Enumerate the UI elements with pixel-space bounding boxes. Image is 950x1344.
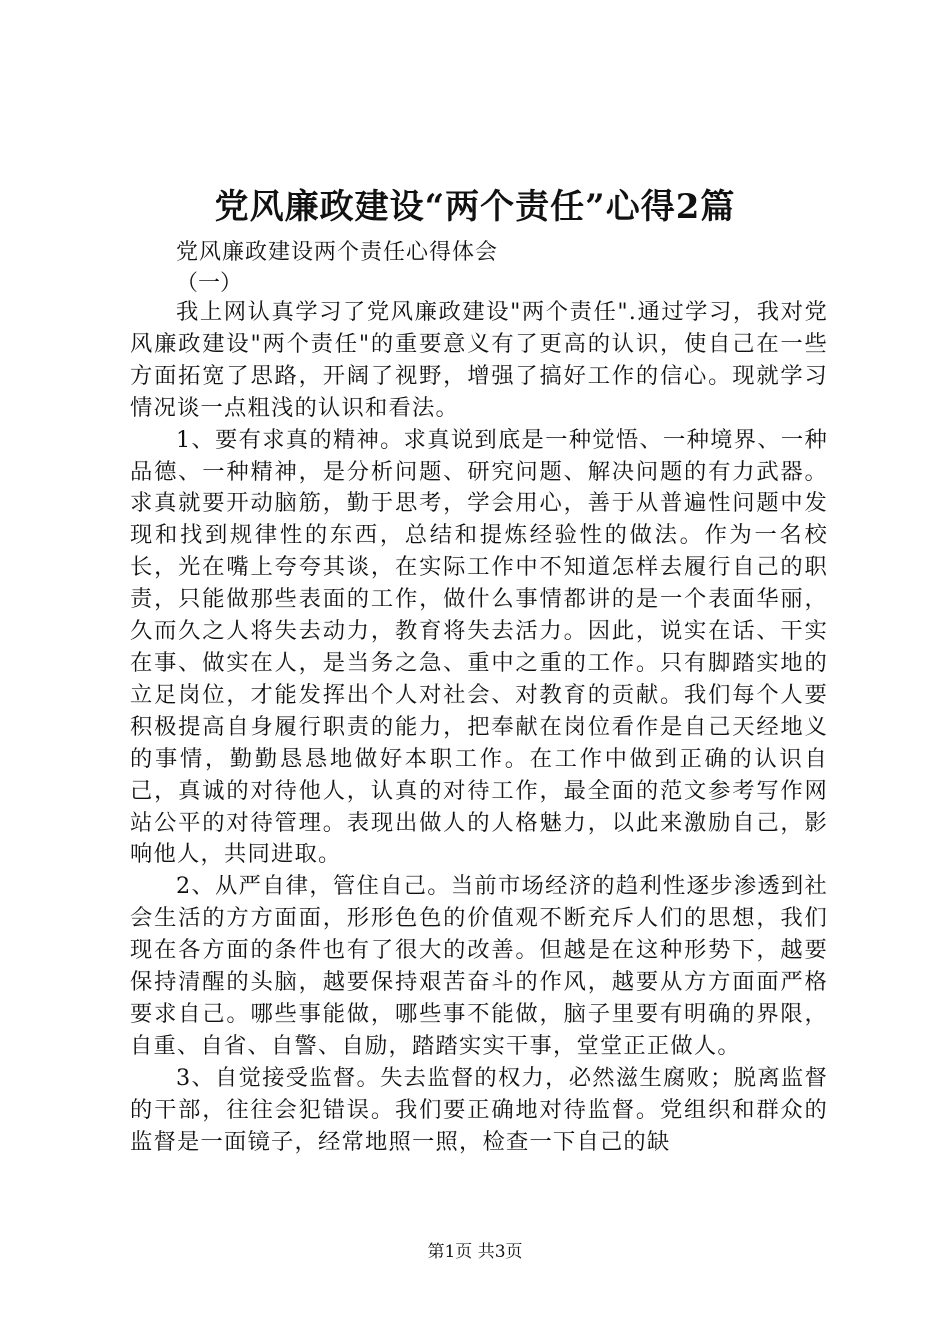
paragraph-intro: 我上网认真学习了党风廉政建设"两个责任".通过学习，我对党风廉政建设"两个责任"的重要意义有了更高的认识，使自己在一些方面拓宽了思路，开阔了视野，增强了搞好工作的信心。现就学习情况谈一点粗浅的认识和看法。 xyxy=(130,299,828,421)
paragraph-point-1: 1、要有求真的精神。求真说到底是一种觉悟、一种境界、一种品德、一种精神，是分析问题、研究问题、解决问题的有力武器。求真就要开动脑筋，勤于思考，学会用心，善于从普遍性问题中发现和找到规律性的东西，总结和提炼经验性的做法。作为一名校长，光在嘴上夸夸其谈，在实际工作中不知道怎样去履行自己的职责，只能做那些表面的工作，做什么事情都讲的是一个表面华丽，久而久之人将失去动力，教育将失去活力。因此，说实在话、干实在事、做实在人，是当务之急、重中之重的工作。只有脚踏实地的立足岗位，才能发挥出个人对社会、对教育的贡献。我们每个人要积极提高自身履行职责的能力，把奉献在岗位看作是自己天经地义的事情，勤勤恳恳地做好本职工作。在工作中做到正确的认识自己，真诚的对待他人，认真的对待工作，最全面的范文参考写作网站公平的对待管理。表现出做人的人格魅力，以此来激励自己，影响他人，共同进取。 xyxy=(130,426,828,868)
document-body xyxy=(130,297,828,1158)
paragraph-point-3: 3、自觉接受监督。失去监督的权力，必然滋生腐败；脱离监督的干部，往往会犯错误。我们要正确地对待监督。党组织和群众的监督是一面镜子，经常地照一照，检查一下自己的缺 xyxy=(130,1064,828,1155)
document-subtitle: 党风廉政建设两个责任心得体会 xyxy=(176,240,499,265)
page-footer: 第1页 共3页 xyxy=(427,1242,523,1262)
document-title: 党风廉政建设“两个责任”心得2篇 xyxy=(214,187,736,227)
paragraph-point-2: 2、从严自律，管住自己。当前市场经济的趋利性逐步渗透到社会生活的方方面面，形形色色的价值观不断充斥人们的思想，我们现在各方面的条件也有了很大的改善。但越是在这种形势下，越要保持清醒的头脑，越要保持艰苦奋斗的作风，越要从方方面面严格要求自己。哪些事能做，哪些事不能做，脑子里要有明确的界限，自重、自省、自警、自励，踏踏实实干事，堂堂正正做人。 xyxy=(130,873,828,1059)
section-number: （一） xyxy=(176,271,243,296)
